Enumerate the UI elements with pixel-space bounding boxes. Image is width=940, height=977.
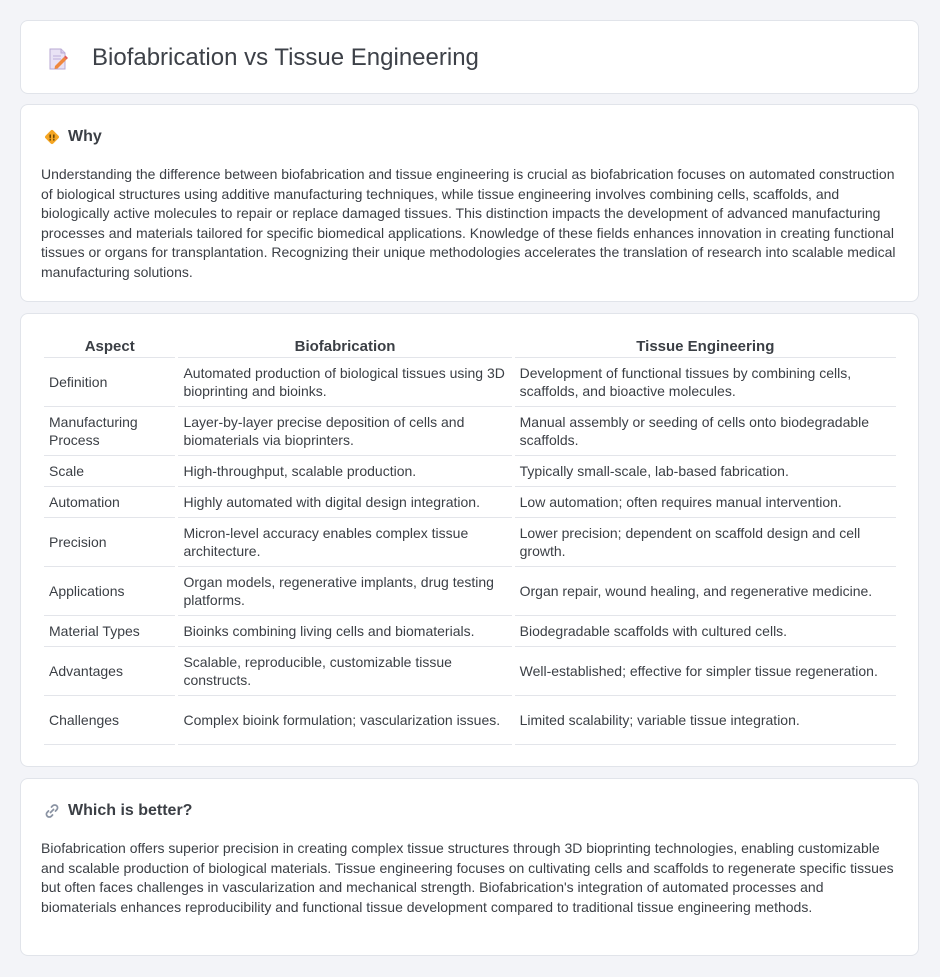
page-title: Biofabrication vs Tissue Engineering <box>92 44 479 71</box>
svg-text:!!: !! <box>48 133 56 143</box>
table-row <box>44 647 896 696</box>
tissue-engineering-cell: Typically small-scale, lab-based fabrication. <box>515 456 896 487</box>
aspect-cell: Automation <box>44 487 175 518</box>
better-heading-row <box>43 802 192 820</box>
table-row <box>44 696 896 745</box>
header-biofabrication: Biofabrication <box>178 336 511 358</box>
better-text: Biofabrication offers superior precision in creating complex tissue structures through 3D bioprinting technologies, enabling customizable and scalable production of biological materials. Tissue engineering focuses on cultivating cells and scaffolds to regenerate specific tissues but often faces challenges in vascularization and mechanical strength. Biofabrication's integration of automated processes and biomaterials enhances reproducibility and functional tissue development compared to traditional tissue engineering methods. <box>41 840 894 915</box>
why-text: Understanding the difference between biofabrication and tissue engineering is crucial as biofabrication focuses on automated construction of biological structures using additive manufacturing techniques, while tissue engineering involves combining cells, scaffolds, and biologically active molecules to repair or replace damaged tissues. This distinction impacts the development of advanced manufacturing processes and materials tailored for specific biomedical applications. Knowledge of these fields enhances innovation in creating functional tissues or organs for transplantation. Recognizing their unique methodologies accelerates the translation of research into scalable medical manufacturing solutions. <box>41 166 896 280</box>
link-icon <box>43 802 61 820</box>
biofabrication-cell: Layer-by-layer precise deposition of cells and biomaterials via bioprinters. <box>178 407 511 456</box>
tissue-engineering-cell: Manual assembly or seeding of cells onto biodegradable scaffolds. <box>515 407 896 456</box>
biofabrication-cell: Highly automated with digital design integration. <box>178 487 511 518</box>
table-header-row <box>44 336 896 358</box>
title-card <box>20 20 919 94</box>
table-row <box>44 518 896 567</box>
tissue-engineering-cell: Low automation; often requires manual intervention. <box>515 487 896 518</box>
comparison-table <box>41 336 899 745</box>
biofabrication-cell: Organ models, regenerative implants, drug testing platforms. <box>178 567 511 616</box>
aspect-cell: Material Types <box>44 616 175 647</box>
which-is-better-section <box>20 778 919 956</box>
biofabrication-cell: Scalable, reproducible, customizable tissue constructs. <box>178 647 511 696</box>
header-tissue-engineering: Tissue Engineering <box>515 336 896 358</box>
tissue-engineering-cell: Well-established; effective for simpler tissue regeneration. <box>515 647 896 696</box>
tissue-engineering-cell: Limited scalability; variable tissue integration. <box>515 696 896 745</box>
biofabrication-cell: Bioinks combining living cells and biomaterials. <box>178 616 511 647</box>
aspect-cell: Definition <box>44 358 175 407</box>
diamond-warning-icon <box>43 128 61 146</box>
better-heading: Which is better? <box>68 802 193 819</box>
why-heading-row <box>43 128 102 146</box>
comparison-card <box>20 313 919 767</box>
aspect-cell: Scale <box>44 456 175 487</box>
biofabrication-cell: High-throughput, scalable production. <box>178 456 511 487</box>
document-pencil-icon <box>47 47 69 71</box>
aspect-cell: Challenges <box>44 696 175 745</box>
why-section <box>20 104 919 302</box>
tissue-engineering-cell: Organ repair, wound healing, and regenerative medicine. <box>515 567 896 616</box>
table-row <box>44 616 896 647</box>
header-aspect: Aspect <box>44 336 175 358</box>
aspect-cell: Applications <box>44 567 175 616</box>
table-row <box>44 358 896 407</box>
why-heading: Why <box>68 128 102 145</box>
table-row <box>44 567 896 616</box>
aspect-cell: Advantages <box>44 647 175 696</box>
tissue-engineering-cell: Biodegradable scaffolds with cultured cells. <box>515 616 896 647</box>
tissue-engineering-cell: Lower precision; dependent on scaffold design and cell growth. <box>515 518 896 567</box>
aspect-cell: Manufacturing Process <box>44 407 175 456</box>
table-row <box>44 456 896 487</box>
table-row <box>44 407 896 456</box>
tissue-engineering-cell: Development of functional tissues by combining cells, scaffolds, and bioactive molecules. <box>515 358 896 407</box>
biofabrication-cell: Automated production of biological tissues using 3D bioprinting and bioinks. <box>178 358 511 407</box>
aspect-cell: Precision <box>44 518 175 567</box>
biofabrication-cell: Micron-level accuracy enables complex tissue architecture. <box>178 518 511 567</box>
table-row <box>44 487 896 518</box>
biofabrication-cell: Complex bioink formulation; vascularization issues. <box>178 696 511 745</box>
